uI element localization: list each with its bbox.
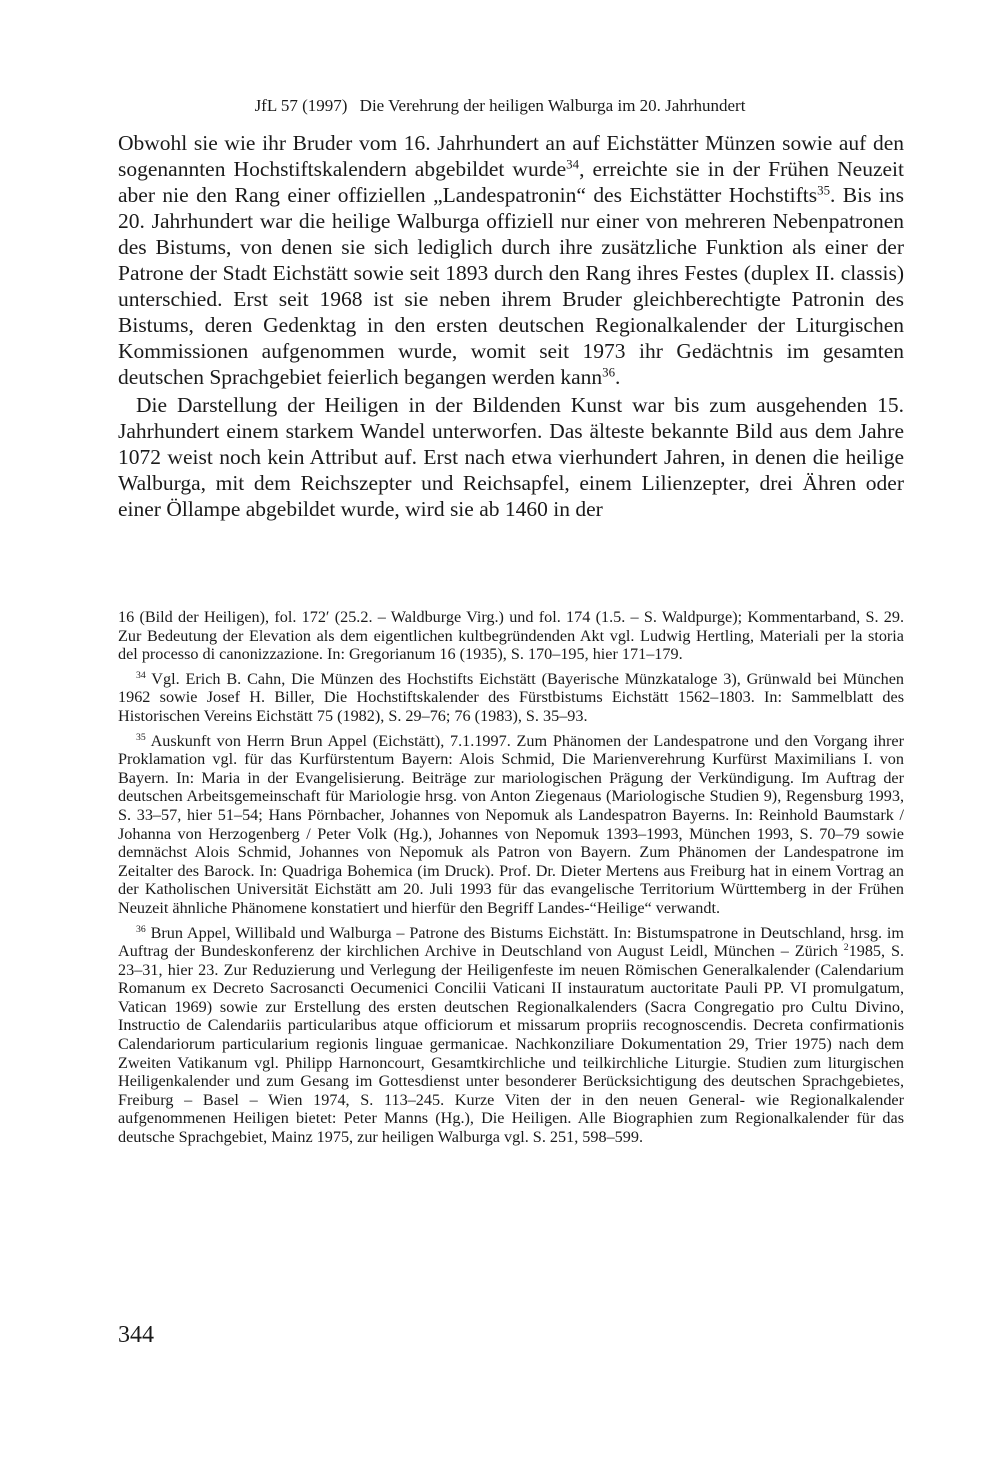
paragraph-1 [118, 130, 904, 390]
paragraph-1-part-1: Obwohl sie wie ihr Bruder vom 16. Jahrhundert an auf Eichstätter Münzen sowie auf den sogenannten Hochstiftskalendern abgebildet wurde [118, 131, 904, 181]
footnote-35-text: Auskunft von Herrn Brun Appel (Eichstätt), 7.1.1997. Zum Phänomen der Landespatrone und den Vorgang ihrer Proklamation vgl. für das Kurfürstentum Bayern: Alois Schmid, Die Marienverehrung Kurfürst Maximilians I. von Bayern. In: Maria in der Evangelisierung. Beiträge zur mariologischen Prägung der Verkündigung. Im Auftrag der deutschen Arbeitsgemeinschaft für Mariologie hrsg. von Anton Ziegenaus (Mariologische Studien 9), Regensburg 1993, S. 33–57, hier 51–54; Hans Pörnbacher, Johannes von Nepomuk als Landespatron Bayerns. In: Reinhold Baumstark / Johanna von Herzogenberg / Peter Volk (Hg.), Johannes von Nepomuk 1393–1993, München 1993, S. 70–79 sowie demnächst Alois Schmid, Johannes von Nepomuk als Patron von Bayern. Zum Phänomen der Landespatrone im Zeitalter des Barock. In: Quadriga Bohemica (im Druck). Prof. Dr. Dieter Mertens aus Freiburg hat in einem Vortrag an der Katholischen Universität Eichstätt am 20. Juli 1993 für das evangelische Territorium Württemberg in der Frühen Neuzeit ähnliche Phänomene konstatiert und hierfür den Begriff Landes-“Heilige“ verwandt. [118, 731, 904, 917]
edition-superscript: 2 [843, 942, 849, 954]
footnote-continued: 16 (Bild der Heiligen), fol. 172′ (25.2. – Waldburge Virg.) und fol. 174 (1.5. – S. Waldpurge); Kommentarband, S. 29. Zur Bedeutung der Elevation als dem eigentlichen kultbegründenden Akt vgl. Ludwig Hertling, Materiali per la storia del processo di canonizzazione. In: Gregorianum 16 (1935), S. 170–195, hier 171–179. [118, 608, 904, 664]
footnote-34 [118, 670, 904, 726]
page-number: 344 [118, 1322, 154, 1348]
footnote-number-36: 36 [136, 923, 146, 935]
paragraph-1-part-2: , erreichte sie in der Frühen Neuzeit aber nie den Rang einer offiziellen „Landespatronin“ des Eichstätter Hochstifts [118, 157, 904, 207]
footnote-ref-34: 34 [566, 157, 580, 172]
paragraph-1-part-3: . Bis ins 20. Jahrhundert war die heilige Walburga offiziell nur einer von mehreren Nebenpatronen des Bistums, von denen sie sich lediglich durch ihre zusätzliche Funktion als einer der Patrone der Stadt Eichstätt sowie seit 1893 durch den Rang ihres Festes (duplex II. classis) unterschied. Erst seit 1968 ist sie neben ihrem Bruder gleichberechtigte Patronin des Bistums, deren Gedenktag in den ersten deutschen Regionalkalender der Liturgischen Kommissionen aufgenommen wurde, womit seit 1973 ihr Gedächtnis im gesamten deutschen Sprachgebiet feierlich begangen werden kann [118, 183, 904, 389]
main-text [118, 130, 904, 522]
footnotes [118, 608, 904, 1153]
running-header [100, 96, 900, 116]
footnote-36-text-b: 1985, S. 23–31, hier 23. Zur Reduzierung und Verlegung der Heiligenfeste im neuen Römischen Generalkalender (Calendarium Romanum ex Decreto Sacrosancti Oecumenici Concilii Vaticani II instauratum auctoritate Pauli PP. VI promulgatum, Vatican 1969) sowie zur Erstellung des ersten deutschen Regionalkalenders (Sacra Congregatio pro Cultu Divino, Instructio de Calendariis particularibus atque officiorum et missarum propriis recognoscendis. Decreta confirmationis Calendariorum particularium regionis linguae germanicae. Nachkonziliare Dokumentation 29, Trier 1975) nach dem Zweiten Vatikanum vgl. Philipp Harnoncourt, Gesamtkirchliche und teilkirchliche Liturgie. Studien zum liturgischen Heiligenkalender und zum Gesang im Gottesdienst unter besonderer Berücksichtigung des deutschen Sprachgebietes, Freiburg – Basel – Wien 1974, S. 113–245. Kurze Viten der in den neuen General- wie Regionalkalender aufgenommenen Heiligen bietet: Peter Manns (Hg.), Die Heiligen. Alle Biographien zum Regionalkalender für das deutsche Sprachgebiet, Mainz 1975, zur heiligen Walburga vgl. S. 251, 598–599. [118, 942, 904, 1147]
footnote-34-text: Vgl. Erich B. Cahn, Die Münzen des Hochstifts Eichstätt (Bayerische Münzkataloge 3), Grünwald bei München 1962 sowie Josef H. Biller, Die Hochstiftskalender des Fürstbistums Eichstätt 1562–1803. In: Sammelblatt des Historischen Vereins Eichstätt 75 (1982), S. 29–76; 76 (1983), S. 35–93. [118, 669, 904, 725]
footnote-35 [118, 732, 904, 918]
footnote-ref-35: 35 [817, 183, 831, 198]
article-title: Die Verehrung der heiligen Walburga im 20. Jahrhundert [359, 96, 746, 115]
paragraph-1-part-4: . [615, 365, 621, 389]
footnote-36 [118, 924, 904, 1147]
footnote-ref-36: 36 [602, 365, 616, 380]
footnote-number-34: 34 [136, 669, 146, 681]
footnote-36-text-a: Brun Appel, Willibald und Walburga – Patrone des Bistums Eichstätt. In: Bistumspatrone in Deutschland, hrsg. im Auftrag der Bundeskonferenz der kirchlichen Archive in Deutschland von August Leidl, München – Zürich [118, 923, 904, 961]
footnote-number-35: 35 [136, 731, 146, 743]
journal-citation: JfL 57 (1997) [254, 96, 348, 115]
paragraph-2: Die Darstellung der Heiligen in der Bildenden Kunst war bis zum ausgehenden 15. Jahrhundert einem starkem Wandel unterworfen. Das älteste bekannte Bild aus dem Jahre 1072 weist noch kein Attribut auf. Erst nach etwa vierhundert Jahren, in denen die heilige Walburga, mit dem Reichszepter und Reichsapfel, einem Lilienzepter, drei Ähren oder einer Öllampe abgebildet wurde, wird sie ab 1460 in der [118, 393, 904, 521]
